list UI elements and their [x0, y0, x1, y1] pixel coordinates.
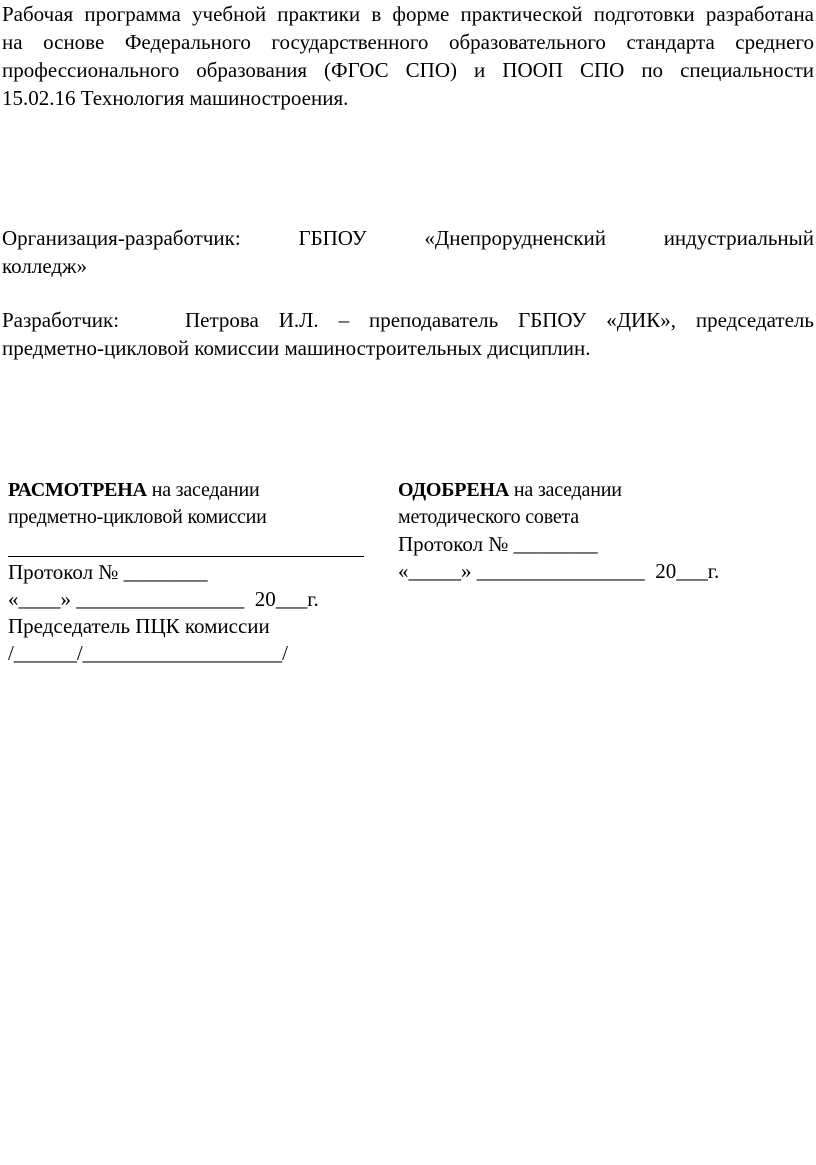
reviewed-block [8, 477, 368, 667]
reviewed-heading-line2: предметно-цикловой комиссии [8, 506, 267, 528]
reviewed-underline [8, 531, 364, 557]
reviewed-chair: Председатель ПЦК комиссии [8, 614, 270, 638]
developer-initials: И.Л. [278, 308, 319, 332]
reviewed-heading-rest: на заседании [146, 479, 260, 501]
developer-paragraph [2, 306, 814, 362]
organization-name-part1: «Днепрорудненский [424, 226, 606, 250]
developer-role: преподаватель [368, 308, 499, 332]
reviewed-heading-bold: РАСМОТРЕНА [8, 479, 147, 501]
developer-surname: Петрова [184, 308, 259, 332]
developer-dash: – [338, 308, 350, 332]
organization-name-part3: колледж» [2, 254, 88, 278]
developer-line-2 [2, 334, 814, 362]
approved-heading-line2: методического совета [398, 506, 579, 528]
reviewed-protocol: Протокол № ________ [8, 560, 208, 584]
intro-line-1-text: Рабочая программа учебной практики в форме практической подготовки разработана [2, 2, 814, 26]
approved-protocol: Протокол № ________ [398, 532, 598, 556]
organization-label: Организация-разработчик: [2, 226, 241, 250]
intro-line-3 [2, 56, 814, 84]
organization-line-2 [2, 252, 814, 280]
intro-line-4-text: 15.02.16 Технология машиностроения. [2, 86, 349, 110]
approved-heading-rest: на заседании [509, 479, 622, 501]
intro-line-3-text: профессионального образования (ФГОС СПО) и ПООП СПО по специальности [2, 58, 814, 82]
organization-name-part2: индустриальный [663, 226, 814, 250]
intro-line-2-text: на основе Федерального государственного образовательного стандарта среднего [2, 30, 814, 54]
intro-paragraph [2, 0, 814, 112]
approved-date: «_____» ________________ 20___г. [398, 559, 720, 583]
organization-abbr: ГБПОУ [298, 226, 367, 250]
developer-org: ГБПОУ [518, 308, 587, 332]
developer-label: Разработчик: [2, 308, 120, 332]
approved-heading-bold: ОДОБРЕНА [398, 479, 510, 501]
reviewed-date: «____» ________________ 20___г. [8, 587, 319, 611]
intro-line-4 [2, 84, 814, 112]
developer-line-2-text: предметно-цикловой комиссии машиностроительных дисциплин. [2, 336, 591, 360]
developer-org-short: «ДИК», [606, 308, 676, 332]
approved-heading [398, 477, 798, 504]
reviewed-signature: /______/___________________/ [8, 641, 289, 665]
developer-title: председатель [695, 308, 814, 332]
intro-line-1 [2, 0, 814, 28]
approved-block [398, 477, 798, 585]
organization-line-1 [2, 224, 814, 252]
developer-line-1 [2, 306, 814, 334]
reviewed-heading [8, 477, 368, 504]
intro-line-2 [2, 28, 814, 56]
organization-paragraph [2, 224, 814, 280]
